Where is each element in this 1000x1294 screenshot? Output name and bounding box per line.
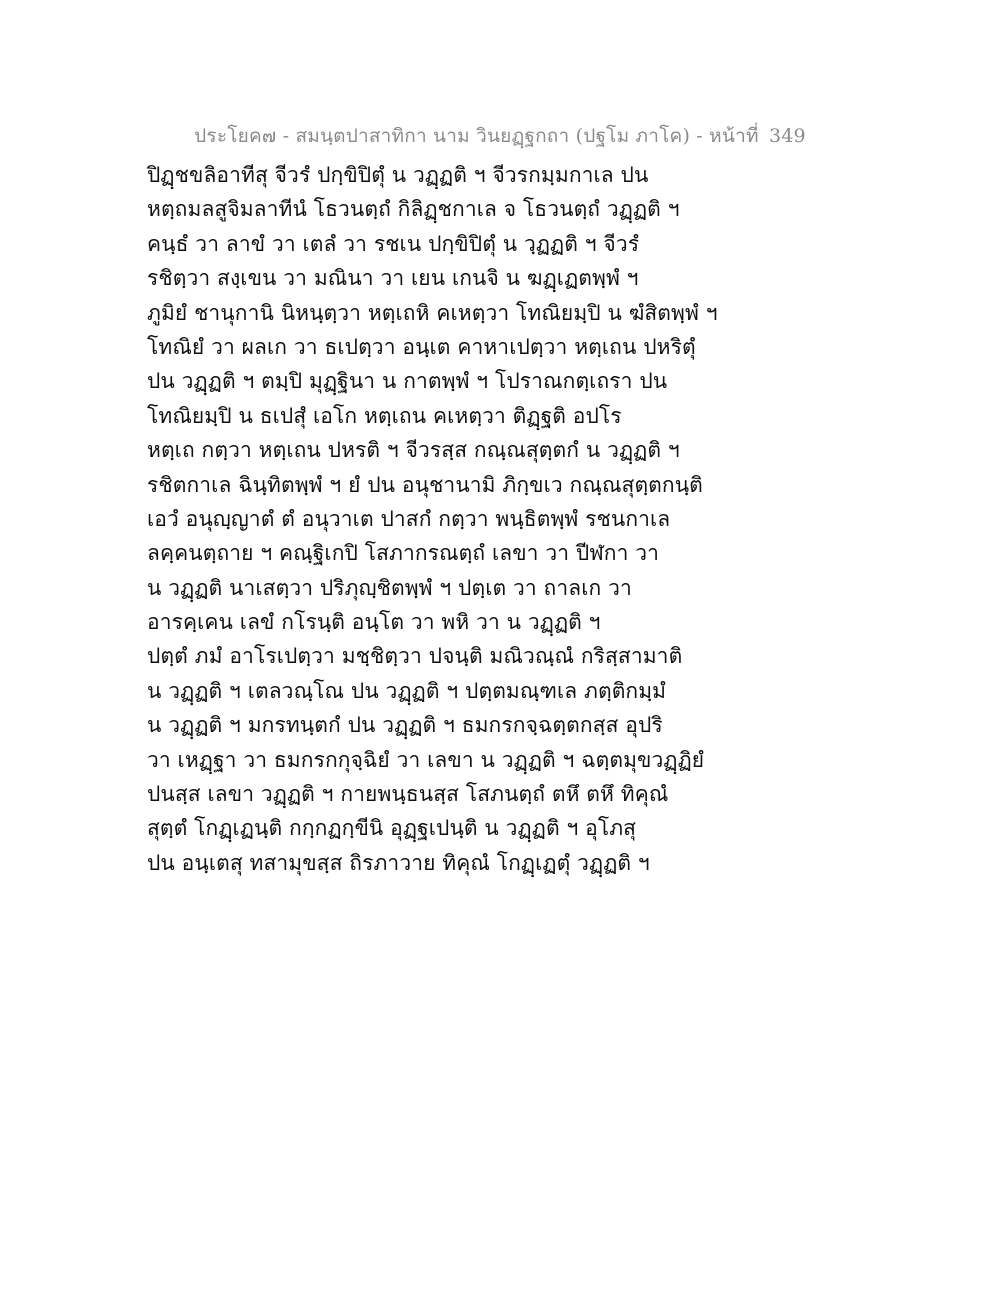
text-line: หตฺถมลสูจิมลาทีนํ โธวนตฺถํ กิลิฏฺชกาเล จ โธวนตฺถํ วฏฺฏติ ฯ (147, 197, 680, 222)
text-line: ปตฺตํ ภมํ อาโรเปตฺวา มชฺชิตฺวา ปจนฺติ มณิวณฺณํ กริสฺสามาติ (147, 644, 683, 669)
text-line: คนฺธํ วา ลาขํ วา เตลํ วา รชเน ปกฺขิปิตุํ น วฺฏฏติ ฯ จีวรํ (147, 231, 640, 256)
text-line: ปน วฏฺฏติ ฯ ตมฺปิ มุฏฺฐินา น กาตพฺพํ ฯ โปราณกตฺเถรา ปน (147, 369, 668, 394)
text-line: โทณิยํ วา ผลเก วา ธเปตฺวา อนฺเต คาหาเปตฺวา หตฺเถน ปหริตุํ (147, 334, 696, 359)
text-line: เอวํ อนุญฺญาตํ ตํ อนุวาเต ปาสกํ กตฺวา พนฺธิตพฺพํ รชนกาเล (147, 506, 671, 531)
text-line: ปิฏฺชขลิอาทีสุ จีวรํ ปกฺขิปิตุํ น วฏฺฏติ ฯ จีวรกมฺมกาเล ปน (147, 163, 649, 187)
text-line: น วฏฺฏติ นาเสตฺวา ปริภุญฺชิตพฺพํ ฯ ปตฺเต วา ถาลเก วา (147, 575, 632, 600)
text-line: น วฏฺฏติ ฯ มกรทนฺตกํ ปน วฏฺฏติ ฯ ธมกรกจฺฉตฺตกสฺส อุปริ (147, 713, 663, 738)
text-line: น วฏฺฏติ ฯ เตลวณฺโณ ปน วฏฺฏติ ฯ ปตฺตมณฺฑเล ภตฺติกมฺมํ (147, 678, 667, 703)
text-line: ลคฺคนตฺถาย ฯ คณฺฐิเกปิ โสภากรณตฺถํ เลขา วา ปีฬกา วา (147, 541, 660, 566)
text-line: รชิตฺวา สงฺเขน วา มณินา วา เยน เกนจิ น ฆฏฺเฏตพฺพํ ฯ (147, 266, 639, 291)
text-line: ปน อนฺเตสุ ทสามุขสฺส ถิรภาวาย ทิคุณํ โกฏฺเฏตุํ วฏฺฏติ ฯ (147, 850, 650, 875)
text-line: หตฺเถ กตฺวา หตฺเถน ปหรติ ฯ จีวรสฺส กณฺณสุตฺตกํ น วฏฺฏติ ฯ (147, 438, 680, 463)
running-header (0, 121, 1000, 151)
text-line: ภูมิยํ ชานุกานิ นิหนฺตฺวา หตฺเถหิ คเหตฺวา โทณิยมฺปิ น ฆํสิตพฺพํ ฯ (147, 300, 718, 325)
text-line: รชิตกาเล ฉินฺทิตพฺพํ ฯ ยํ ปน อนุชานามิ ภิกฺขเว กณฺณสุตฺตกนฺติ (147, 472, 703, 497)
running-title: ประโยค๗ - สมนฺตปาสาทิกา นาม วินยฏฺฐกถา (ปฐโม ภาโค) - หน้าที่ (194, 125, 759, 147)
text-line: วา เหฏฺฐา วา ธมกรกกุจฺฉิยํ วา เลขา น วฏฺฏติ ฯ ฉตฺตมุขวฏฺฏิยํ (147, 747, 705, 772)
body-text (147, 158, 718, 880)
text-line: โทณิยมฺปิ น ธเปสุํ เอโก หตฺเถน คเหตฺวา ติฏฺฐติ อปโร (147, 403, 622, 428)
text-line: สุตฺตํ โกฏฺเฏนฺติ กกฺกฏกฺขีนิ อุฏฺฐเปนฺติ น วฏฺฏติ ฯ อุโภสุ (147, 816, 637, 841)
text-line: ปนสฺส เลขา วฏฺฏติ ฯ กายพนฺธนสฺส โสภนตฺถํ ตหึ ตหึ ทิคุณํ (147, 782, 669, 807)
page-number: 349 (768, 125, 806, 147)
text-line: อารคฺเคน เลขํ กโรนฺติ อนฺโต วา พหิ วา น วฏฺฏติ ฯ (147, 610, 601, 635)
